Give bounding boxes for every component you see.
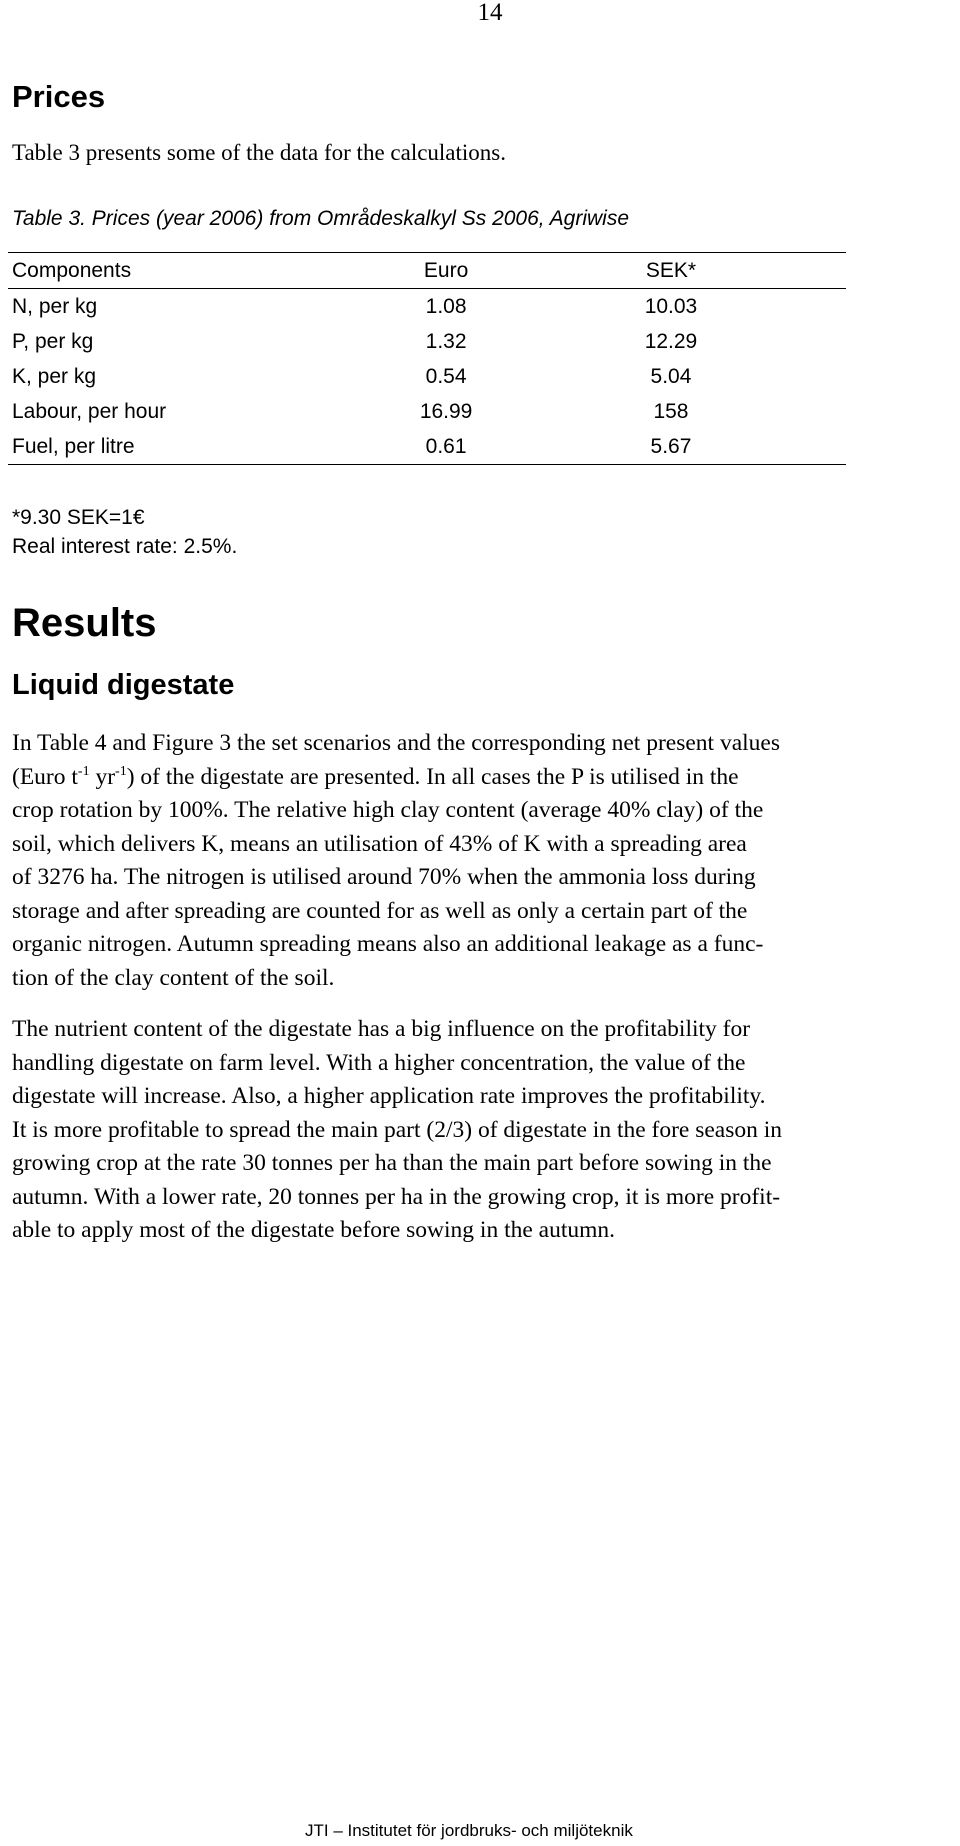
section-heading-results: Results: [12, 601, 157, 645]
paragraph-line: organic nitrogen. Autumn spreading means also an additional leakage as a func-: [12, 931, 764, 957]
superscript: -1: [115, 763, 127, 779]
superscript: -1: [77, 763, 90, 779]
table-notes: [12, 503, 237, 561]
table-row: [8, 394, 846, 429]
column-header-sek: SEK*: [496, 253, 846, 289]
currency-note: *9.30 SEK=1€: [12, 506, 145, 529]
paragraph-line: tion of the clay content of the soil.: [12, 964, 335, 991]
table-caption: Table 3. Prices (year 2006) from Områdeskalkyl Ss 2006, Agriwise: [12, 207, 630, 230]
paragraph-line-with-units: [12, 761, 960, 795]
interest-rate-note: Real interest rate: 2.5%.: [12, 535, 238, 558]
column-header-components: Components: [8, 253, 396, 289]
paragraph-line: In Table 4 and Figure 3 the set scenarios and the corresponding net present values: [12, 730, 780, 756]
table-cell-sek: 12.29: [644, 329, 698, 353]
paragraph-line: autumn. With a lower rate, 20 tonnes per ha in the growing crop, it is more profit-: [12, 1183, 781, 1210]
table-cell-euro: 0.61: [396, 429, 496, 465]
table-cell-sek: 5.67: [496, 429, 846, 465]
page-footer: JTI – Institutet för jordbruks- och miljöteknik: [305, 1821, 633, 1840]
table-row: [8, 429, 846, 465]
paragraph-line: handling digestate on farm level. With a higher concentration, the value of the: [12, 1049, 746, 1076]
table-row: [8, 324, 846, 359]
table-cell-component: K, per kg: [12, 364, 97, 388]
table-cell-euro: 1.08: [425, 294, 467, 318]
text-span: (Euro t: [12, 763, 78, 790]
paragraph-line: soil, which delivers K, means an utilisation of 43% of K with a spreading area: [12, 830, 747, 857]
paragraph-line: The nutrient content of the digestate has a big influence on the profitability for: [12, 1016, 751, 1042]
results-paragraph-1: [12, 727, 960, 995]
paragraph-line: of 3276 ha. The nitrogen is utilised around 70% when the ammonia loss during: [12, 864, 756, 890]
results-paragraph-2: [12, 1013, 960, 1248]
table-cell-component: N, per kg: [12, 294, 98, 318]
table-cell-euro: 1.32: [425, 329, 467, 353]
table-cell-sek: 5.04: [650, 364, 692, 388]
table-cell-sek: 10.03: [644, 294, 698, 318]
paragraph-line: growing crop at the rate 30 tonnes per ha than the main part before sowing in the: [12, 1150, 772, 1176]
text-span: yr: [89, 763, 116, 790]
prices-table: [8, 252, 846, 465]
text-span: ) of the digestate are presented. In all cases the P is utilised in the: [126, 763, 739, 790]
paragraph-line: It is more profitable to spread the main part (2/3) of digestate in the fore season in: [12, 1116, 783, 1143]
table-cell-euro: 16.99: [419, 399, 473, 423]
table-row: [8, 359, 846, 394]
table-cell-component: Labour, per hour: [12, 399, 167, 423]
paragraph-line: able to apply most of the digestate before sowing in the autumn.: [12, 1217, 616, 1243]
table-cell-euro: 0.54: [425, 364, 467, 388]
table-header-row: [8, 253, 846, 289]
paragraph-line: storage and after spreading are counted for as well as only a certain part of the: [12, 897, 748, 924]
section-heading-prices: Prices: [12, 79, 106, 114]
paragraph-line: digestate will increase. Also, a higher application rate improves the profitability.: [12, 1083, 766, 1109]
intro-paragraph: Table 3 presents some of the data for the calculations.: [12, 140, 506, 165]
column-header-euro: Euro: [396, 253, 496, 289]
paragraph-line: crop rotation by 100%. The relative high clay content (average 40% clay) of the: [12, 797, 764, 823]
table-cell-component: Fuel, per litre: [8, 429, 396, 465]
table-cell-component: P, per kg: [12, 329, 94, 353]
table-cell-sek: 158: [653, 399, 689, 423]
table-row: [8, 289, 846, 325]
page-number: 14: [477, 0, 503, 26]
subsection-heading-liquid-digestate: Liquid digestate: [12, 669, 235, 701]
